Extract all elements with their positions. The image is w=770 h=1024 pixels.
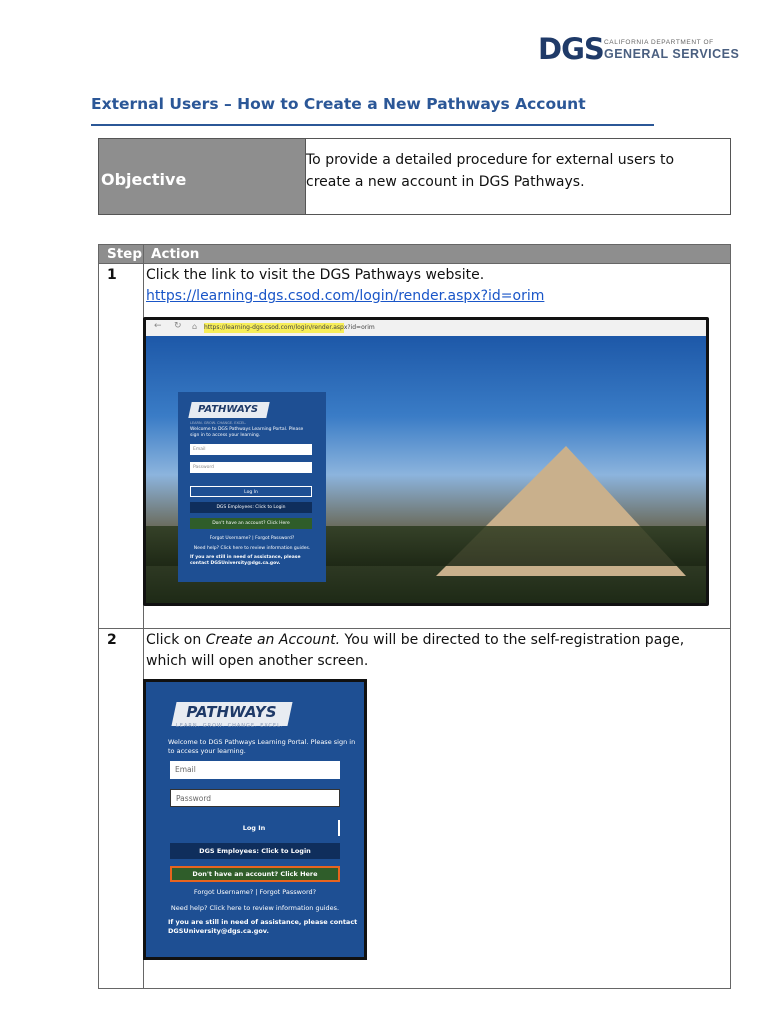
row-divider [99, 263, 730, 264]
help-text: Need help? Click here to review information guides. [193, 546, 311, 551]
assistance-text-large: If you are still in need of assistance, please contact DGSUniversity@dgs.ca.gov. [168, 918, 358, 935]
password-field: Password [190, 462, 312, 473]
login-button: Log In [190, 486, 312, 497]
assistance-text: If you are still in need of assistance, please contact DGSUniversity@dgs.ca.gov. [190, 555, 301, 566]
pathways-logo [188, 402, 269, 418]
row-divider [99, 628, 730, 629]
forgot-links: Forgot Username? | Forgot Password? [209, 536, 295, 541]
forgot-links-large: Forgot Username? | Forgot Password? [193, 888, 317, 896]
step-1-text: Click the link to visit the DGS Pathways website. [146, 267, 485, 283]
pathways-logo-large-text: PATHWAYS [186, 703, 277, 721]
header-step: Step [107, 246, 142, 262]
dgs-logo [538, 32, 740, 68]
step-2-text-after: You will be directed to the self-registration page, which will open another screen. [146, 632, 685, 669]
employees-button-large: DGS Employees: Click to Login [170, 843, 340, 859]
employees-button: DGS Employees: Click to Login [190, 502, 312, 513]
step-2-action [146, 630, 706, 672]
objective-label: Objective [101, 170, 187, 189]
objective-label-cell [99, 139, 306, 214]
welcome-text: Welcome to DGS Pathways Learning Portal. Please sign in to access your learning. [190, 427, 304, 438]
step-number-1: 1 [107, 267, 117, 283]
step-2-text-before: Click on [146, 632, 206, 648]
browser-address-bar [146, 320, 706, 336]
back-arrow-icon: ← [154, 321, 162, 331]
password-field-large: Password [170, 789, 340, 807]
pathways-link[interactable]: https://learning-dgs.csod.com/login/render.aspx?id=orim [146, 288, 545, 304]
objective-text: To provide a detailed procedure for external users to create a new account in DGS Pathways. [306, 152, 675, 190]
login-page-screenshot [143, 317, 709, 606]
pathways-logo-text: PATHWAYS [198, 404, 259, 415]
header-action: Action [151, 246, 200, 262]
email-field: Email [190, 444, 312, 455]
step-2-text-italic: Create an Account. [205, 632, 341, 648]
logo-mark: DGS [538, 32, 604, 66]
logo-line2: GENERAL SERVICES [604, 47, 740, 61]
home-icon: ⌂ [192, 322, 198, 331]
no-account-button-highlighted: Don't have an account? Click Here [170, 866, 340, 882]
objective-table [98, 138, 731, 215]
step-number-2: 2 [107, 632, 117, 648]
reload-icon: ↻ [174, 321, 182, 331]
no-account-button: Don't have an account? Click Here [190, 518, 312, 529]
logo-line1: CALIFORNIA DEPARTMENT OF [604, 39, 714, 46]
login-button-large: Log In [170, 820, 340, 836]
tagline-large: LEARN. GROW. CHANGE. EXCEL. [176, 723, 284, 729]
login-card [178, 392, 326, 582]
email-field-large: Email [170, 761, 340, 779]
browser-url: https://learning-dgs.csod.com/login/render.aspx?id=orim [204, 324, 375, 331]
zoomed-login-screenshot [143, 679, 367, 960]
capitol-building-background [146, 336, 706, 603]
help-text-large: Need help? Click here to review information guides. [170, 904, 340, 912]
login-card-zoomed [146, 682, 364, 957]
title-underline [91, 124, 654, 126]
welcome-text-large: Welcome to DGS Pathways Learning Portal. Please sign in to access your learning. [168, 738, 356, 755]
page-title: External Users – How to Create a New Pathways Account [91, 95, 586, 113]
step-1-action [146, 265, 706, 307]
steps-header-row [99, 245, 730, 263]
tagline: LEARN. GROW. CHANGE. EXCEL. [190, 421, 247, 425]
